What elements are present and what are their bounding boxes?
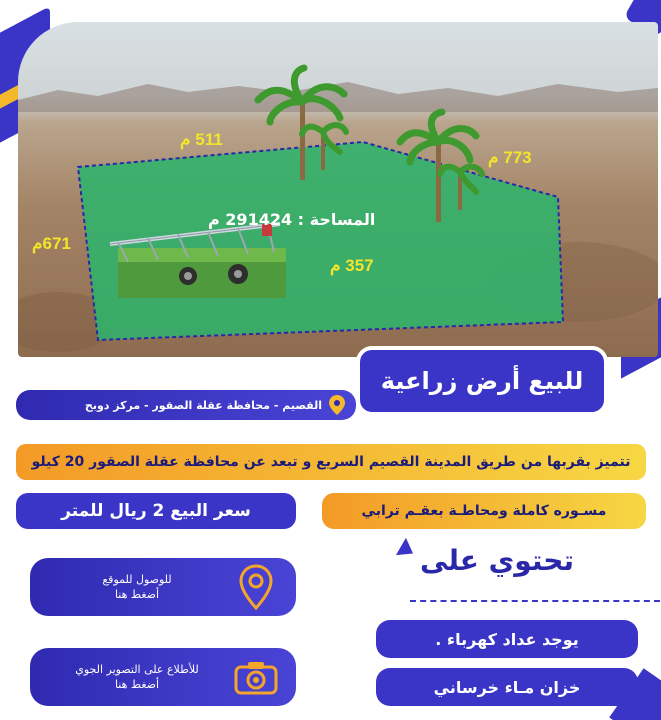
location-pin-icon — [328, 394, 346, 416]
contains-item-water-tank — [376, 668, 638, 706]
fence-text: مسـوره كاملة ومحاطـة بعقـم ترابي — [361, 503, 607, 519]
location-link-line1: للوصول للموقع — [102, 573, 172, 586]
location-text: القصيم - محافظة عقلة الصقور - مركز دوبح — [84, 398, 322, 412]
price-banner — [16, 493, 296, 529]
aerial-photo-link-button[interactable] — [30, 648, 296, 706]
aerial-photo-link-line1: للأطلاع على التصوير الجوي — [75, 663, 199, 676]
area-label: المساحة : 291424 م — [208, 210, 376, 229]
dimension-top: 511 م — [180, 130, 223, 149]
triangle-decor — [396, 538, 418, 562]
page-title: للبيع أرض زراعية — [380, 367, 584, 395]
contains-item-label: خزان مـاء خرساني — [433, 677, 581, 697]
dimension-left: 671م — [32, 234, 71, 253]
location-link-line2: أضغط هنا — [114, 588, 160, 601]
contains-item-label: يوجد عداد كهرباء . — [435, 629, 579, 649]
location-bar — [16, 390, 356, 420]
dimension-right: 773 م — [488, 148, 532, 167]
contains-item-electric-meter — [376, 620, 638, 658]
camera-icon — [230, 651, 282, 703]
fence-banner — [322, 493, 646, 529]
aerial-photo-link-line2: أضغط هنا — [114, 678, 160, 691]
dimension-bottom: 357 م — [330, 256, 374, 275]
location-link-button[interactable] — [30, 558, 296, 616]
location-pin-icon — [230, 561, 282, 613]
dashed-divider — [410, 600, 660, 602]
feature-text: تتميز بقربها من طريق المدينة القصيم السريع و تبعد عن محافظة عقلة الصقور 20 كيلو — [31, 454, 631, 470]
title-banner — [360, 350, 604, 412]
location-link-text — [44, 572, 230, 602]
land-aerial-photo — [18, 22, 658, 357]
land-plot-illustration — [18, 22, 658, 357]
contains-heading: تحتوي على — [420, 544, 574, 577]
price-text: سعر البيع 2 ريال للمتر — [61, 501, 251, 521]
aerial-photo-link-text — [44, 662, 230, 692]
feature-banner — [16, 444, 646, 480]
